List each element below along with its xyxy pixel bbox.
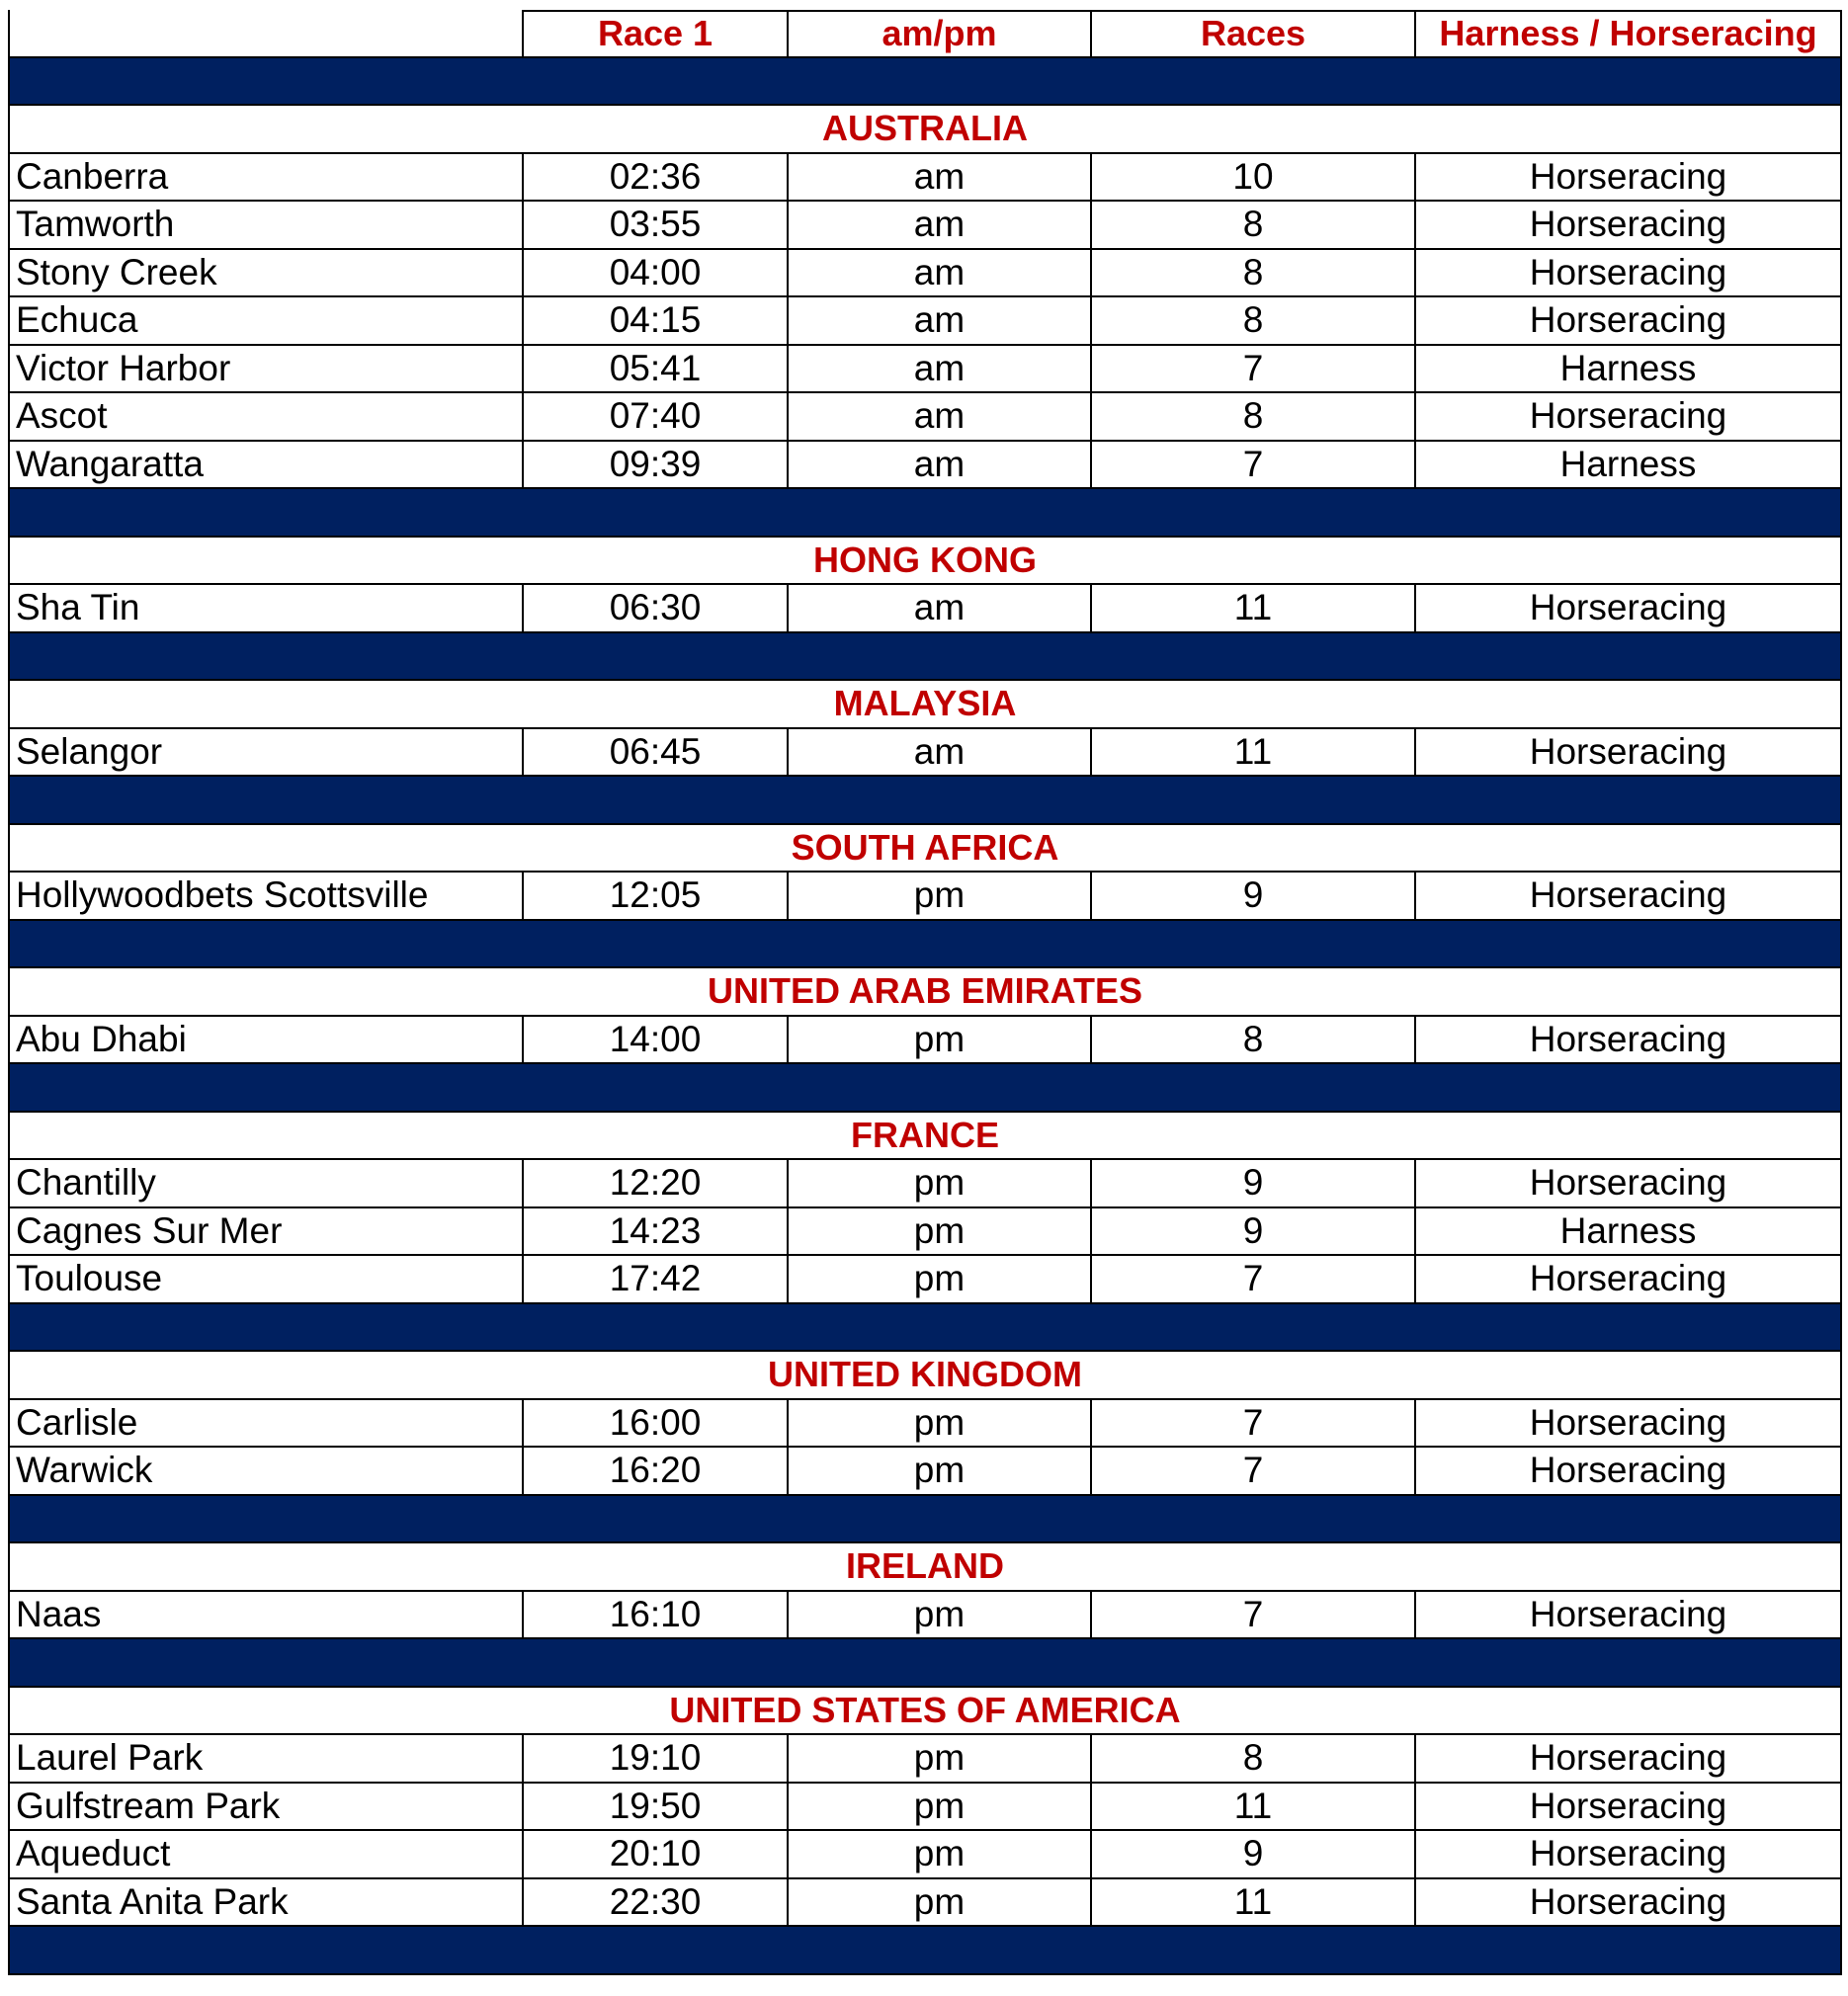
header-row bbox=[8, 10, 1842, 58]
country-heading: SOUTH AFRICA bbox=[8, 825, 1842, 873]
venue-cell: Toulouse bbox=[8, 1256, 524, 1304]
ampm-cell: pm bbox=[789, 1256, 1092, 1304]
section-divider bbox=[8, 489, 1842, 538]
venue-cell: Hollywoodbets Scottsville bbox=[8, 873, 524, 921]
race-type-cell: Horseracing bbox=[1416, 729, 1842, 778]
table-row bbox=[8, 202, 1842, 250]
table-row bbox=[8, 585, 1842, 633]
races-count-cell: 7 bbox=[1092, 1448, 1416, 1496]
ampm-cell: am bbox=[789, 442, 1092, 490]
races-count-cell: 9 bbox=[1092, 1160, 1416, 1208]
race1-time-cell: 06:45 bbox=[524, 729, 789, 778]
venue-cell: Tamworth bbox=[8, 202, 524, 250]
section-divider bbox=[8, 1927, 1842, 1975]
ampm-cell: am bbox=[789, 250, 1092, 298]
table-row bbox=[8, 1448, 1842, 1496]
ampm-cell: pm bbox=[789, 1735, 1092, 1784]
races-count-cell: 9 bbox=[1092, 1831, 1416, 1879]
race-type-cell: Horseracing bbox=[1416, 250, 1842, 298]
table-row bbox=[8, 1879, 1842, 1928]
header-races: Races bbox=[1092, 10, 1416, 58]
table-row bbox=[8, 297, 1842, 346]
race1-time-cell: 14:23 bbox=[524, 1208, 789, 1257]
ampm-cell: pm bbox=[789, 1160, 1092, 1208]
venue-cell: Stony Creek bbox=[8, 250, 524, 298]
table-row bbox=[8, 346, 1842, 394]
race1-time-cell: 04:00 bbox=[524, 250, 789, 298]
race1-time-cell: 04:15 bbox=[524, 297, 789, 346]
table-row bbox=[8, 154, 1842, 203]
races-count-cell: 8 bbox=[1092, 202, 1416, 250]
race-type-cell: Horseracing bbox=[1416, 1831, 1842, 1879]
race-type-cell: Horseracing bbox=[1416, 1592, 1842, 1640]
table-row bbox=[8, 873, 1842, 921]
section-divider bbox=[8, 633, 1842, 682]
race1-time-cell: 19:50 bbox=[524, 1784, 789, 1832]
table-row bbox=[8, 1017, 1842, 1065]
country-heading: FRANCE bbox=[8, 1113, 1842, 1161]
table-row bbox=[8, 1592, 1842, 1640]
table-row bbox=[8, 1735, 1842, 1784]
country-heading: UNITED ARAB EMIRATES bbox=[8, 968, 1842, 1017]
section-divider bbox=[8, 1304, 1842, 1353]
table-row bbox=[8, 393, 1842, 442]
section-divider bbox=[8, 58, 1842, 107]
table-row bbox=[8, 729, 1842, 778]
race-type-cell: Horseracing bbox=[1416, 297, 1842, 346]
ampm-cell: am bbox=[789, 393, 1092, 442]
race-type-cell: Horseracing bbox=[1416, 393, 1842, 442]
race1-time-cell: 02:36 bbox=[524, 154, 789, 203]
table-row bbox=[8, 1784, 1842, 1832]
table-row bbox=[8, 1256, 1842, 1304]
race1-time-cell: 16:10 bbox=[524, 1592, 789, 1640]
race1-time-cell: 19:10 bbox=[524, 1735, 789, 1784]
race-type-cell: Horseracing bbox=[1416, 1784, 1842, 1832]
header-ampm: am/pm bbox=[789, 10, 1092, 58]
race-type-cell: Horseracing bbox=[1416, 154, 1842, 203]
race1-time-cell: 12:05 bbox=[524, 873, 789, 921]
races-count-cell: 8 bbox=[1092, 1017, 1416, 1065]
venue-cell: Aqueduct bbox=[8, 1831, 524, 1879]
ampm-cell: am bbox=[789, 297, 1092, 346]
race1-time-cell: 03:55 bbox=[524, 202, 789, 250]
race1-time-cell: 09:39 bbox=[524, 442, 789, 490]
country-heading: IRELAND bbox=[8, 1543, 1842, 1592]
ampm-cell: pm bbox=[789, 1208, 1092, 1257]
race1-time-cell: 16:20 bbox=[524, 1448, 789, 1496]
ampm-cell: pm bbox=[789, 1017, 1092, 1065]
races-count-cell: 10 bbox=[1092, 154, 1416, 203]
section-divider bbox=[8, 1064, 1842, 1113]
table-row bbox=[8, 1400, 1842, 1449]
section-divider bbox=[8, 1496, 1842, 1544]
races-count-cell: 8 bbox=[1092, 1735, 1416, 1784]
races-count-cell: 9 bbox=[1092, 873, 1416, 921]
ampm-cell: pm bbox=[789, 1879, 1092, 1928]
ampm-cell: pm bbox=[789, 1592, 1092, 1640]
country-heading: MALAYSIA bbox=[8, 681, 1842, 729]
header-race1: Race 1 bbox=[524, 10, 789, 58]
section-divider bbox=[8, 777, 1842, 825]
venue-cell: Canberra bbox=[8, 154, 524, 203]
races-count-cell: 11 bbox=[1092, 1879, 1416, 1928]
ampm-cell: am bbox=[789, 154, 1092, 203]
venue-cell: Selangor bbox=[8, 729, 524, 778]
race1-time-cell: 06:30 bbox=[524, 585, 789, 633]
race-type-cell: Horseracing bbox=[1416, 585, 1842, 633]
race1-time-cell: 17:42 bbox=[524, 1256, 789, 1304]
venue-cell: Ascot bbox=[8, 393, 524, 442]
venue-cell: Warwick bbox=[8, 1448, 524, 1496]
race-schedule-table bbox=[8, 10, 1842, 1975]
race-type-cell: Horseracing bbox=[1416, 1400, 1842, 1449]
races-count-cell: 8 bbox=[1092, 250, 1416, 298]
ampm-cell: pm bbox=[789, 1831, 1092, 1879]
race-type-cell: Harness bbox=[1416, 346, 1842, 394]
venue-cell: Laurel Park bbox=[8, 1735, 524, 1784]
races-count-cell: 11 bbox=[1092, 729, 1416, 778]
venue-cell: Gulfstream Park bbox=[8, 1784, 524, 1832]
country-heading: UNITED KINGDOM bbox=[8, 1352, 1842, 1400]
races-count-cell: 7 bbox=[1092, 346, 1416, 394]
venue-cell: Echuca bbox=[8, 297, 524, 346]
ampm-cell: pm bbox=[789, 1448, 1092, 1496]
race1-time-cell: 14:00 bbox=[524, 1017, 789, 1065]
section-divider bbox=[8, 1639, 1842, 1688]
race-type-cell: Horseracing bbox=[1416, 1160, 1842, 1208]
races-count-cell: 7 bbox=[1092, 1400, 1416, 1449]
table-row bbox=[8, 1160, 1842, 1208]
races-count-cell: 11 bbox=[1092, 1784, 1416, 1832]
country-heading: HONG KONG bbox=[8, 538, 1842, 586]
race-type-cell: Horseracing bbox=[1416, 202, 1842, 250]
races-count-cell: 9 bbox=[1092, 1208, 1416, 1257]
race-type-cell: Harness bbox=[1416, 1208, 1842, 1257]
country-heading: AUSTRALIA bbox=[8, 106, 1842, 154]
race-type-cell: Horseracing bbox=[1416, 1017, 1842, 1065]
race-type-cell: Horseracing bbox=[1416, 873, 1842, 921]
ampm-cell: am bbox=[789, 202, 1092, 250]
race-type-cell: Horseracing bbox=[1416, 1879, 1842, 1928]
venue-cell: Carlisle bbox=[8, 1400, 524, 1449]
section-divider bbox=[8, 921, 1842, 969]
race1-time-cell: 22:30 bbox=[524, 1879, 789, 1928]
races-count-cell: 7 bbox=[1092, 442, 1416, 490]
venue-cell: Naas bbox=[8, 1592, 524, 1640]
race-type-cell: Horseracing bbox=[1416, 1448, 1842, 1496]
ampm-cell: pm bbox=[789, 873, 1092, 921]
ampm-cell: pm bbox=[789, 1400, 1092, 1449]
races-count-cell: 8 bbox=[1092, 393, 1416, 442]
race1-time-cell: 16:00 bbox=[524, 1400, 789, 1449]
venue-cell: Chantilly bbox=[8, 1160, 524, 1208]
table-row bbox=[8, 1831, 1842, 1879]
table-row bbox=[8, 442, 1842, 490]
venue-cell: Wangaratta bbox=[8, 442, 524, 490]
ampm-cell: am bbox=[789, 729, 1092, 778]
races-count-cell: 7 bbox=[1092, 1256, 1416, 1304]
table-row bbox=[8, 1208, 1842, 1257]
race1-time-cell: 12:20 bbox=[524, 1160, 789, 1208]
ampm-cell: pm bbox=[789, 1784, 1092, 1832]
venue-cell: Victor Harbor bbox=[8, 346, 524, 394]
ampm-cell: am bbox=[789, 346, 1092, 394]
races-count-cell: 7 bbox=[1092, 1592, 1416, 1640]
race1-time-cell: 20:10 bbox=[524, 1831, 789, 1879]
ampm-cell: am bbox=[789, 585, 1092, 633]
race-type-cell: Horseracing bbox=[1416, 1256, 1842, 1304]
race-type-cell: Harness bbox=[1416, 442, 1842, 490]
races-count-cell: 11 bbox=[1092, 585, 1416, 633]
race-type-cell: Horseracing bbox=[1416, 1735, 1842, 1784]
table-row bbox=[8, 250, 1842, 298]
header-type: Harness / Horseracing bbox=[1416, 10, 1842, 58]
venue-cell: Cagnes Sur Mer bbox=[8, 1208, 524, 1257]
race1-time-cell: 05:41 bbox=[524, 346, 789, 394]
header-venue bbox=[8, 10, 524, 58]
country-heading: UNITED STATES OF AMERICA bbox=[8, 1688, 1842, 1736]
venue-cell: Abu Dhabi bbox=[8, 1017, 524, 1065]
race1-time-cell: 07:40 bbox=[524, 393, 789, 442]
venue-cell: Santa Anita Park bbox=[8, 1879, 524, 1928]
venue-cell: Sha Tin bbox=[8, 585, 524, 633]
races-count-cell: 8 bbox=[1092, 297, 1416, 346]
